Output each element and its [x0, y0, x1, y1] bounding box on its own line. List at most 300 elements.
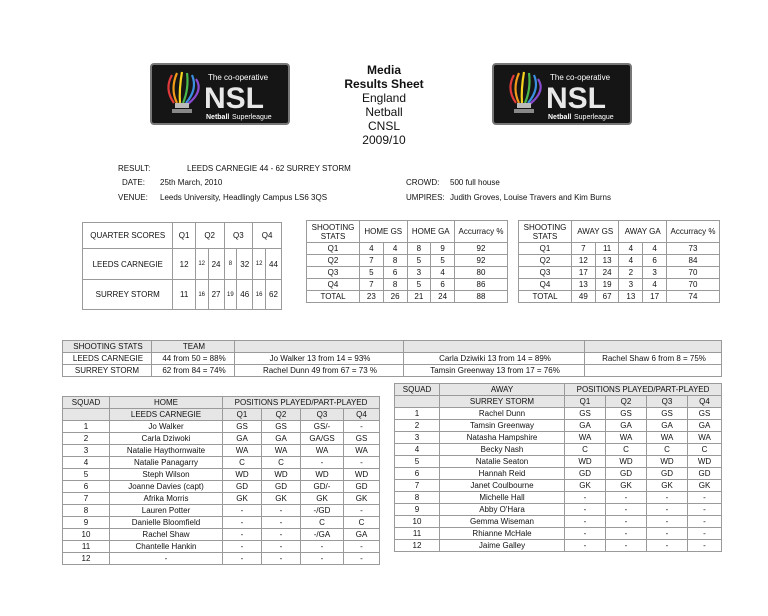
nsl-logo-left: [150, 63, 290, 125]
player-name: Steph Wilson: [110, 469, 223, 481]
player-name: Jaime Galley: [440, 540, 565, 552]
shooting-row: [307, 267, 508, 279]
quarter-label: Q2: [307, 255, 360, 267]
squad-number: 7: [395, 480, 440, 492]
q4-position: C: [344, 517, 380, 529]
nsl-logo-right: [492, 63, 632, 125]
player-name: Afrika Morris: [110, 493, 223, 505]
q4-position: WA: [688, 432, 722, 444]
player-name: Natalie Haythornwaite: [110, 445, 223, 457]
shooting-row: [307, 243, 508, 255]
quarter-q2-heading: Q2: [195, 223, 224, 249]
q1-position: C: [223, 457, 262, 469]
quarter-q1-heading: Q1: [173, 223, 195, 249]
logo-brand: The co-operative: [550, 73, 611, 82]
q3-position: -: [647, 504, 688, 516]
accuracy-value: 86: [455, 279, 508, 291]
shooting-row: [519, 255, 720, 267]
logo-sub: Superleague: [232, 114, 272, 121]
goal-attempts: 4: [643, 279, 667, 291]
player-name: Gemma Wiseman: [440, 516, 565, 528]
q3-position: -/GD: [301, 505, 344, 517]
squad-row: [395, 528, 722, 540]
q2-position: GD: [262, 481, 301, 493]
logo-name: NSL: [546, 82, 606, 115]
accuracy-heading: Accurracy %: [455, 221, 508, 243]
crowd-label: CROWD:: [406, 178, 440, 187]
goals-scored: 4: [619, 255, 643, 267]
quarter-label: Q3: [307, 267, 360, 279]
q1-heading: Q1: [565, 396, 606, 408]
goals-scored: 17: [572, 267, 596, 279]
team-name: SURREY STORM: [83, 280, 173, 310]
q1-heading: Q1: [223, 409, 262, 421]
goals-scored: 5: [407, 279, 431, 291]
q2-position: -: [262, 529, 301, 541]
q4-position: -: [344, 553, 380, 565]
player-stat: Jo Walker 13 from 14 = 93%: [235, 353, 404, 365]
player-name: Becky Nash: [440, 444, 565, 456]
player-name: Natasha Hampshire: [440, 432, 565, 444]
player-stat: Rachel Dunn 49 from 67 = 73 %: [235, 365, 404, 377]
q2-position: GK: [606, 480, 647, 492]
quarter-label: Q4: [519, 279, 572, 291]
squad-row: [395, 480, 722, 492]
date-value: 25th March, 2010: [160, 178, 223, 187]
player-name: Carla Dziwoki: [110, 433, 223, 445]
header-line-3: CNSL: [367, 119, 400, 133]
player-stat: Tamsin Greenway 13 from 17 = 76%: [404, 365, 585, 377]
q1-position: GA: [565, 420, 606, 432]
squad-row: [63, 445, 380, 457]
logo-sub-bold: Netball: [206, 114, 230, 121]
goals-scored: 23: [360, 291, 384, 303]
q2-position: WD: [262, 469, 301, 481]
squad-row: [63, 517, 380, 529]
player-name: Danielle Bloomfield: [110, 517, 223, 529]
goals-scored: 7: [360, 279, 384, 291]
q3-position: GD/-: [301, 481, 344, 493]
q2-position: C: [606, 444, 647, 456]
team-stats-row: [63, 353, 722, 365]
q4-position: -: [344, 505, 380, 517]
goals-scored: 3: [407, 267, 431, 279]
q2-quarter-goals: 16: [195, 280, 208, 310]
accuracy-value: 92: [455, 255, 508, 267]
squad-row: [63, 493, 380, 505]
q3-position: GK: [647, 480, 688, 492]
q2-position: -: [262, 517, 301, 529]
goals-scored: 49: [572, 291, 596, 303]
squad-heading: SQUAD: [395, 384, 440, 396]
logo-brand: The co-operative: [208, 73, 269, 82]
shooting-row: [519, 243, 720, 255]
player-name: Rachel Shaw: [110, 529, 223, 541]
away-gs-heading: AWAY GS: [572, 221, 619, 243]
q3-heading: Q3: [647, 396, 688, 408]
q2-position: -: [606, 516, 647, 528]
q2-quarter-goals: 12: [195, 249, 208, 280]
goals-scored: 5: [360, 267, 384, 279]
goals-scored: 13: [572, 279, 596, 291]
goal-attempts: 9: [431, 243, 455, 255]
player-name: Rhianne McHale: [440, 528, 565, 540]
squad-row: [395, 540, 722, 552]
goal-attempts: 19: [595, 279, 619, 291]
squad-number: 5: [63, 469, 110, 481]
goal-attempts: 4: [431, 267, 455, 279]
q4-position: GA: [688, 420, 722, 432]
q4-position: -: [688, 528, 722, 540]
squad-number: 10: [395, 516, 440, 528]
blank-heading: [235, 341, 404, 353]
q4-position: GD: [344, 481, 380, 493]
goal-attempts: 13: [595, 255, 619, 267]
squad-number: 6: [63, 481, 110, 493]
q2-position: -: [262, 553, 301, 565]
goal-attempts: 4: [643, 243, 667, 255]
q3-position: C: [647, 444, 688, 456]
q2-position: -: [606, 504, 647, 516]
accuracy-heading: Accurracy %: [667, 221, 720, 243]
q4-position: -: [344, 541, 380, 553]
blank-heading: [404, 341, 585, 353]
quarter-q4-heading: Q4: [253, 223, 282, 249]
goals-scored: 4: [360, 243, 384, 255]
squad-number: 2: [395, 420, 440, 432]
q2-position: -: [606, 492, 647, 504]
away-heading: AWAY: [440, 384, 565, 396]
q2-position: WA: [262, 445, 301, 457]
q3-score: 32: [237, 249, 253, 280]
squad-number: 11: [63, 541, 110, 553]
squad-number: 3: [63, 445, 110, 457]
q3-quarter-goals: 19: [224, 280, 237, 310]
accuracy-value: 74: [667, 291, 720, 303]
q2-heading: Q2: [262, 409, 301, 421]
header-line-1: England: [361, 91, 407, 105]
squad-row: [63, 505, 380, 517]
accuracy-value: 92: [455, 243, 508, 255]
q2-position: GK: [262, 493, 301, 505]
home-squad-table: [62, 396, 380, 565]
squad-row: [63, 541, 380, 553]
goal-attempts: 24: [431, 291, 455, 303]
q1-position: WA: [223, 445, 262, 457]
goal-attempts: 8: [383, 279, 407, 291]
q3-position: -: [301, 553, 344, 565]
q3-score: 46: [237, 280, 253, 310]
positions-heading: POSITIONS PLAYED/PART-PLAYED: [223, 397, 380, 409]
logo-sub-bold: Netball: [548, 114, 572, 121]
q3-heading: Q3: [301, 409, 344, 421]
accuracy-value: 88: [455, 291, 508, 303]
q3-position: GS/-: [301, 421, 344, 433]
goal-attempts: 67: [595, 291, 619, 303]
squad-number: 10: [63, 529, 110, 541]
q3-position: C: [301, 517, 344, 529]
q1-position: GS: [565, 408, 606, 420]
q2-position: GD: [606, 468, 647, 480]
goals-scored: 12: [572, 255, 596, 267]
home-team-name: LEEDS CARNEGIE: [110, 409, 223, 421]
player-stat: [585, 365, 722, 377]
away-team-name: SURREY STORM: [440, 396, 565, 408]
squad-number: 12: [395, 540, 440, 552]
shooting-stats-heading: SHOOTING STATS: [519, 221, 572, 243]
blank-heading: [395, 396, 440, 408]
goals-scored: 4: [619, 243, 643, 255]
squad-row: [395, 456, 722, 468]
q1-position: -: [565, 504, 606, 516]
q2-position: GA: [262, 433, 301, 445]
squad-row: [395, 492, 722, 504]
home-ga-heading: HOME GA: [407, 221, 455, 243]
q2-position: GS: [262, 421, 301, 433]
date-label: DATE:: [122, 178, 145, 187]
sheet-header: [314, 63, 454, 147]
q4-heading: Q4: [688, 396, 722, 408]
squad-row: [395, 516, 722, 528]
team-heading: TEAM: [152, 341, 235, 353]
venue-value: Leeds University, Headlingly Campus LS6 3QS: [160, 193, 328, 202]
squad-number: 9: [395, 504, 440, 516]
crowd-value: 500 full house: [450, 178, 500, 187]
player-name: Michelle Hall: [440, 492, 565, 504]
player-stat: Rachel Shaw 6 from 8 = 75%: [585, 353, 722, 365]
q1-position: -: [223, 505, 262, 517]
squad-number: 2: [63, 433, 110, 445]
shooting-row: [519, 291, 720, 303]
q4-position: GD: [688, 468, 722, 480]
away-shooting-body: [519, 243, 720, 303]
team-stats-heading: SHOOTING STATS: [63, 341, 152, 353]
quarter-scores-heading: QUARTER SCORES: [83, 223, 173, 249]
q3-position: GA/GS: [301, 433, 344, 445]
q4-position: GK: [344, 493, 380, 505]
goal-attempts: 4: [383, 243, 407, 255]
player-name: Tamsin Greenway: [440, 420, 565, 432]
positions-heading: POSITIONS PLAYED/PART-PLAYED: [565, 384, 722, 396]
q1-position: -: [565, 492, 606, 504]
goal-attempts: 26: [383, 291, 407, 303]
q4-position: -: [344, 421, 380, 433]
q3-position: -/GA: [301, 529, 344, 541]
q4-position: WA: [344, 445, 380, 457]
shooting-row: [519, 279, 720, 291]
quarter-q3-heading: Q3: [224, 223, 253, 249]
squad-number: 1: [395, 408, 440, 420]
home-shooting-body: [307, 243, 508, 303]
home-heading: HOME: [110, 397, 223, 409]
shooting-row: [307, 291, 508, 303]
q3-position: GA: [647, 420, 688, 432]
q4-position: -: [688, 516, 722, 528]
q3-position: GS: [647, 408, 688, 420]
team-name: LEEDS CARNEGIE: [83, 249, 173, 280]
q2-score: 24: [208, 249, 224, 280]
team-shooting-table: [62, 340, 722, 377]
quarter-row: [83, 249, 282, 280]
squad-number: 9: [63, 517, 110, 529]
squad-row: [63, 481, 380, 493]
goals-scored: 7: [360, 255, 384, 267]
umpires-label: UMPIRES:: [406, 193, 445, 202]
q2-position: WD: [606, 456, 647, 468]
q1-position: C: [565, 444, 606, 456]
accuracy-value: 73: [667, 243, 720, 255]
shooting-row: [307, 279, 508, 291]
squad-heading: SQUAD: [63, 397, 110, 409]
away-shooting-table: [518, 220, 720, 303]
squad-row: [395, 408, 722, 420]
squad-number: 5: [395, 456, 440, 468]
q4-position: -: [688, 504, 722, 516]
player-name: Hannah Reid: [440, 468, 565, 480]
result-label: RESULT:: [118, 164, 151, 173]
q4-position: -: [688, 540, 722, 552]
q1-position: GK: [565, 480, 606, 492]
q3-position: WA: [301, 445, 344, 457]
accuracy-value: 80: [455, 267, 508, 279]
squad-row: [395, 444, 722, 456]
away-ga-heading: AWAY GA: [619, 221, 667, 243]
player-name: Abby O'Hara: [440, 504, 565, 516]
accuracy-value: 70: [667, 267, 720, 279]
q1-position: GD: [223, 481, 262, 493]
squad-row: [63, 457, 380, 469]
umpires-value: Judith Groves, Louise Travers and Kim Burns: [450, 193, 611, 202]
q1-position: GS: [223, 421, 262, 433]
q2-position: -: [262, 541, 301, 553]
quarter-row: [83, 280, 282, 310]
q4-position: -: [688, 492, 722, 504]
q3-position: -: [647, 540, 688, 552]
quarter-label: Q1: [307, 243, 360, 255]
team-total: 44 from 50 = 88%: [152, 353, 235, 365]
quarter-label: Q4: [307, 279, 360, 291]
shooting-stats-heading: SHOOTING STATS: [307, 221, 360, 243]
q4-position: -: [344, 457, 380, 469]
q4-quarter-goals: 16: [253, 280, 266, 310]
q4-heading: Q4: [344, 409, 380, 421]
logo-name: NSL: [204, 82, 264, 115]
q4-position: GK: [688, 480, 722, 492]
squad-number: 4: [395, 444, 440, 456]
quarter-label: TOTAL: [519, 291, 572, 303]
q2-position: -: [262, 505, 301, 517]
squad-row: [63, 433, 380, 445]
q4-score: 44: [266, 249, 282, 280]
blank-heading: [585, 341, 722, 353]
player-name: Rachel Dunn: [440, 408, 565, 420]
squad-row: [63, 553, 380, 565]
q1-position: -: [565, 528, 606, 540]
q1-position: GA: [223, 433, 262, 445]
player-name: Natalie Panagarry: [110, 457, 223, 469]
q1-position: WD: [223, 469, 262, 481]
squad-row: [395, 432, 722, 444]
quarter-scores-table: [82, 222, 282, 310]
player-name: Janet Coulbourne: [440, 480, 565, 492]
q3-position: -: [647, 492, 688, 504]
squad-number: 11: [395, 528, 440, 540]
q2-position: WA: [606, 432, 647, 444]
accuracy-value: 70: [667, 279, 720, 291]
squad-row: [63, 469, 380, 481]
squad-row: [395, 420, 722, 432]
q1-score: 11: [173, 280, 195, 310]
q3-position: GK: [301, 493, 344, 505]
q2-score: 27: [208, 280, 224, 310]
squad-row: [63, 421, 380, 433]
sheet-title: Media: [366, 63, 401, 77]
goals-scored: 7: [572, 243, 596, 255]
squad-number: 6: [395, 468, 440, 480]
q2-position: -: [606, 540, 647, 552]
squad-number: 3: [395, 432, 440, 444]
header-line-2: Netball: [365, 105, 403, 119]
squad-number: 4: [63, 457, 110, 469]
result-value: LEEDS CARNEGIE 44 - 62 SURREY STORM: [187, 164, 351, 173]
q4-position: C: [688, 444, 722, 456]
home-shooting-table: [306, 220, 508, 303]
squad-number: 8: [63, 505, 110, 517]
goals-scored: 13: [619, 291, 643, 303]
player-name: -: [110, 553, 223, 565]
q4-position: GS: [688, 408, 722, 420]
goal-attempts: 6: [431, 279, 455, 291]
goal-attempts: 17: [643, 291, 667, 303]
venue-label: VENUE:: [118, 193, 148, 202]
goal-attempts: 24: [595, 267, 619, 279]
q1-position: -: [565, 516, 606, 528]
goal-attempts: 11: [595, 243, 619, 255]
goal-attempts: 6: [383, 267, 407, 279]
away-squad-table: [394, 383, 722, 552]
q1-score: 12: [173, 249, 195, 280]
q1-position: -: [565, 540, 606, 552]
goal-attempts: 8: [383, 255, 407, 267]
q1-position: -: [223, 553, 262, 565]
q1-position: -: [223, 529, 262, 541]
q1-position: -: [223, 517, 262, 529]
q4-position: GA: [344, 529, 380, 541]
squad-number: 8: [395, 492, 440, 504]
squad-row: [63, 529, 380, 541]
sheet-subtitle: Results Sheet: [344, 77, 424, 91]
q2-position: C: [262, 457, 301, 469]
squad-number: 7: [63, 493, 110, 505]
q3-position: -: [647, 516, 688, 528]
q3-position: WD: [647, 456, 688, 468]
team-stats-row: [63, 365, 722, 377]
team-name: LEEDS CARNEGIE: [63, 353, 152, 365]
shooting-row: [519, 267, 720, 279]
quarter-label: Q1: [519, 243, 572, 255]
away-squad-body: [395, 408, 722, 552]
q4-score: 62: [266, 280, 282, 310]
squad-number: 1: [63, 421, 110, 433]
shooting-row: [307, 255, 508, 267]
squad-row: [395, 504, 722, 516]
q3-position: WD: [301, 469, 344, 481]
player-name: Natalie Seaton: [440, 456, 565, 468]
player-name: Joanne Davies (capt): [110, 481, 223, 493]
home-squad-body: [63, 421, 380, 565]
quarter-label: Q3: [519, 267, 572, 279]
q1-position: GK: [223, 493, 262, 505]
